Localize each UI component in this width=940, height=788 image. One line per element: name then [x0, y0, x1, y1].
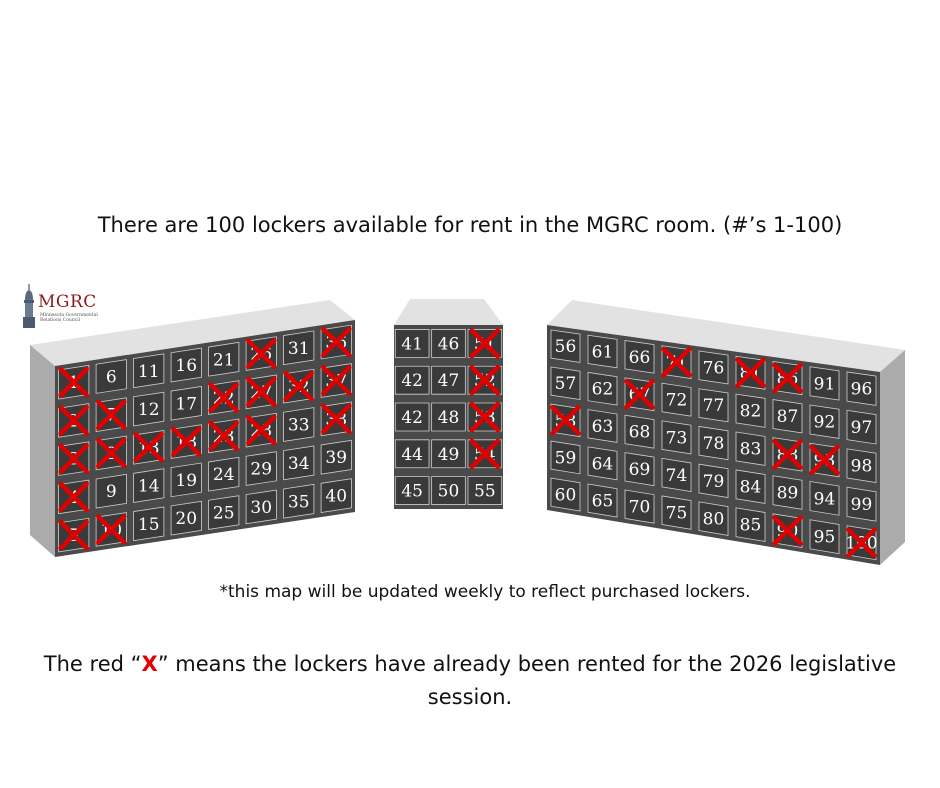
- locker-number: 50: [437, 481, 460, 502]
- locker-number: 65: [591, 491, 614, 512]
- locker-number: 77: [702, 396, 725, 417]
- locker-number: 49: [437, 444, 460, 465]
- locker-number: 72: [665, 390, 688, 411]
- locker-number: 96: [850, 379, 873, 400]
- locker-number: 22: [212, 388, 235, 409]
- locker-number: 1: [68, 373, 80, 394]
- locker-number: 11: [137, 361, 160, 382]
- locker-number: 54: [474, 444, 496, 465]
- locker-number: 71: [665, 353, 688, 374]
- legend-text: [10, 648, 930, 714]
- locker-number: 20: [175, 509, 198, 530]
- locker-number: 24: [212, 465, 235, 486]
- locker-number: 100: [845, 533, 878, 554]
- locker-number: 75: [665, 503, 688, 524]
- locker-number: 84: [739, 477, 762, 498]
- locker-number: 86: [776, 369, 799, 390]
- locker-number: 40: [325, 486, 348, 507]
- locker-number: 44: [401, 444, 423, 465]
- locker-number: 47: [437, 371, 460, 392]
- locker-number: 9: [105, 482, 117, 503]
- legend-text-end: ” means the lockers have already been rented for the 2026 legislative session.: [157, 652, 897, 709]
- locker-number: 93: [813, 451, 836, 471]
- locker-number: 91: [813, 374, 836, 395]
- locker-number: 81: [739, 363, 762, 384]
- locker-number: 60: [554, 485, 577, 506]
- locker-number: 51: [474, 334, 496, 355]
- locker-number: 29: [250, 459, 273, 480]
- locker-number: 28: [250, 421, 273, 442]
- locker-number: 21: [212, 350, 235, 371]
- locker-number: 79: [702, 471, 725, 492]
- legend-text-start: The red “: [43, 652, 142, 676]
- locker-number: 15: [137, 514, 160, 535]
- locker-number: 59: [554, 448, 577, 469]
- locker-number: 57: [554, 374, 577, 395]
- rented-mark-sample: X: [141, 652, 158, 676]
- locker-number: 62: [591, 379, 614, 400]
- locker-number: 16: [175, 356, 198, 377]
- right-cabinet-side: [880, 350, 905, 565]
- locker-number: 92: [813, 412, 836, 433]
- locker-number: 99: [850, 495, 873, 516]
- locker-number: 73: [665, 428, 688, 449]
- locker-number: 33: [287, 415, 310, 436]
- locker-number: 4: [68, 487, 80, 508]
- locker-number: 38: [325, 409, 348, 430]
- locker-number: 82: [739, 401, 762, 422]
- locker-number: 64: [591, 454, 614, 475]
- left-cabinet-side: [30, 345, 55, 557]
- locker-number: 25: [212, 503, 235, 524]
- locker-number: 98: [850, 456, 873, 477]
- logo-name: MGRC: [38, 292, 97, 312]
- locker-number: 85: [739, 515, 762, 536]
- locker-number: 61: [591, 342, 614, 363]
- locker-number: 8: [105, 443, 117, 464]
- locker-number: 88: [776, 445, 799, 466]
- locker-number: 23: [212, 426, 235, 447]
- locker-number: 32: [287, 377, 310, 398]
- middle-cabinet-top: [394, 299, 503, 325]
- locker-number: 34: [287, 453, 310, 474]
- logo-subtitle: Minnesota Governmental Relations Council: [40, 313, 98, 323]
- locker-number: 66: [628, 347, 651, 368]
- locker-number: 36: [325, 333, 348, 354]
- locker-number: 56: [554, 337, 577, 358]
- locker-number: 13: [137, 438, 160, 459]
- locker-number: 41: [401, 334, 423, 355]
- locker-number: 78: [702, 434, 725, 454]
- locker-number: 83: [739, 439, 762, 460]
- locker-number: 7: [105, 405, 117, 426]
- locker-number: 2: [68, 411, 80, 432]
- locker-number: 95: [813, 527, 836, 548]
- locker-number: 27: [250, 382, 273, 403]
- locker-number: 10: [100, 520, 123, 541]
- locker-number: 97: [850, 418, 873, 439]
- locker-number: 26: [250, 344, 273, 365]
- locker-number: 6: [105, 367, 117, 388]
- locker-number: 76: [702, 358, 725, 379]
- locker-number: 42: [401, 408, 423, 428]
- locker-number: 35: [287, 492, 310, 513]
- locker-number: 18: [175, 432, 198, 453]
- locker-number: 55: [474, 481, 496, 502]
- locker-number: 5: [68, 526, 80, 547]
- locker-number: 69: [628, 460, 651, 481]
- locker-number: 19: [175, 470, 198, 491]
- locker-number: 80: [702, 509, 725, 530]
- locker-number: 42: [401, 371, 423, 392]
- locker-number: 94: [813, 489, 836, 510]
- locker-number: 53: [474, 408, 496, 428]
- locker-number: 46: [437, 334, 460, 355]
- headline: There are 100 lockers available for rent in the MGRC room. (#’s 1-100): [97, 213, 843, 237]
- locker-number: 58: [554, 411, 577, 432]
- locker-number: 68: [628, 422, 651, 443]
- locker-number: 31: [287, 338, 310, 359]
- locker-number: 30: [250, 497, 273, 518]
- locker-number: 89: [776, 483, 799, 504]
- locker-number: 3: [68, 449, 80, 470]
- locker-number: 67: [628, 385, 651, 406]
- update-note: *this map will be updated weekly to reflect purchased lockers.: [219, 582, 751, 602]
- locker-number: 52: [474, 371, 496, 392]
- locker-number: 17: [175, 394, 198, 415]
- locker-number: 37: [325, 371, 348, 392]
- locker-number: 74: [665, 465, 688, 486]
- locker-number: 90: [776, 521, 799, 542]
- locker-number: 63: [591, 417, 614, 437]
- locker-number: 14: [137, 476, 160, 497]
- locker-number: 45: [401, 481, 423, 502]
- locker-number: 48: [437, 408, 460, 428]
- locker-number: 87: [776, 407, 799, 428]
- locker-number: 12: [137, 400, 160, 421]
- locker-number: 70: [628, 497, 651, 518]
- locker-number: 39: [325, 448, 348, 469]
